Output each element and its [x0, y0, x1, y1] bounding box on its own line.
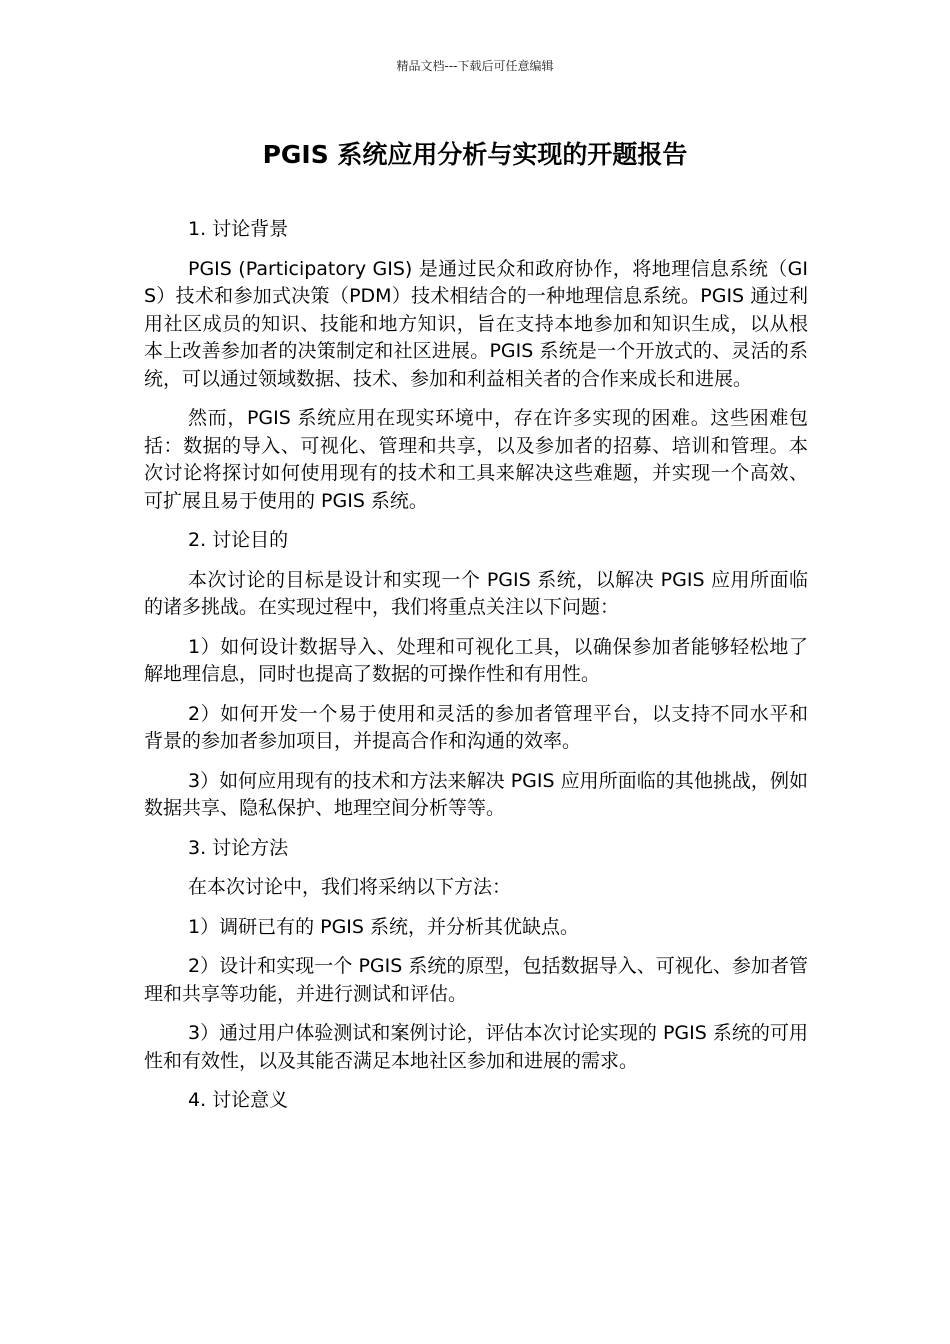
list-item-method-2: 2）设计和实现一个 PGIS 系统的原型，包括数据导入、可视化、参加者管理和共享等功能，并进行测试和评估。	[144, 955, 808, 1005]
paragraph-background-2: 然而，PGIS 系统应用在现实环境中，存在许多实现的困难。这些困难包括：数据的导入、可视化、管理和共享，以及参加者的招募、培训和管理。本次讨论将探讨如何使用现有的技术和工具来解决这些难题，并实现一个高效、可扩展且易于使用的 PGIS 系统。	[144, 407, 808, 512]
section-heading-method: 3. 讨论方法	[188, 836, 289, 859]
section-heading-purpose: 2. 讨论目的	[188, 529, 289, 551]
list-item-method-1: 1）调研已有的 PGIS 系统，并分析其优缺点。	[188, 915, 580, 938]
list-item-method-3: 3）通过用户体验测试和案例讨论，评估本次讨论实现的 PGIS 系统的可用性和有效性，以及其能否满足本地社区参加和进展的需求。	[144, 1022, 808, 1072]
paragraph-method-intro: 在本次讨论中，我们将采纳以下方法：	[188, 876, 512, 898]
section-heading-significance: 4. 讨论意义	[188, 1089, 289, 1111]
list-item-purpose-3: 3）如何应用现有的技术和方法来解决 PGIS 应用所面临的其他挑战，例如数据共享、隐私保护、地理空间分析等等。	[144, 769, 808, 819]
list-item-purpose-1: 1）如何设计数据导入、处理和可视化工具，以确保参加者能够轻松地了解地理信息，同时也提高了数据的可操作性和有用性。	[144, 635, 808, 685]
paragraph-purpose-intro: 本次讨论的目标是设计和实现一个 PGIS 系统，以解决 PGIS 应用所面临的诸多挑战。在实现过程中，我们将重点关注以下问题：	[144, 568, 808, 618]
list-item-purpose-2: 2）如何开发一个易于使用和灵活的参加者管理平台，以支持不同水平和背景的参加者参加项目，并提高合作和沟通的效率。	[144, 702, 808, 752]
document-body	[144, 216, 808, 1127]
paragraph-background-1: PGIS (Participatory GIS) 是通过民众和政府协作，将地理信息系统（GIS）技术和参加式决策（PDM）技术相结合的一种地理信息系统。PGIS 通过利用社区成员的知识、技能和地方知识，旨在支持本地参加和知识生成，以从根本上改善参加者的决策制定和社区进展。PGIS 系统是一个开放式的、灵活的系统，可以通过领域数据、技术、参加和利益相关者的合作来成长和进展。	[144, 257, 808, 390]
header-note: 精品文档---下载后可任意编辑	[396, 59, 554, 73]
document-title: PGIS 系统应用分析与实现的开题报告	[262, 140, 688, 169]
section-heading-background: 1. 讨论背景	[188, 218, 289, 240]
